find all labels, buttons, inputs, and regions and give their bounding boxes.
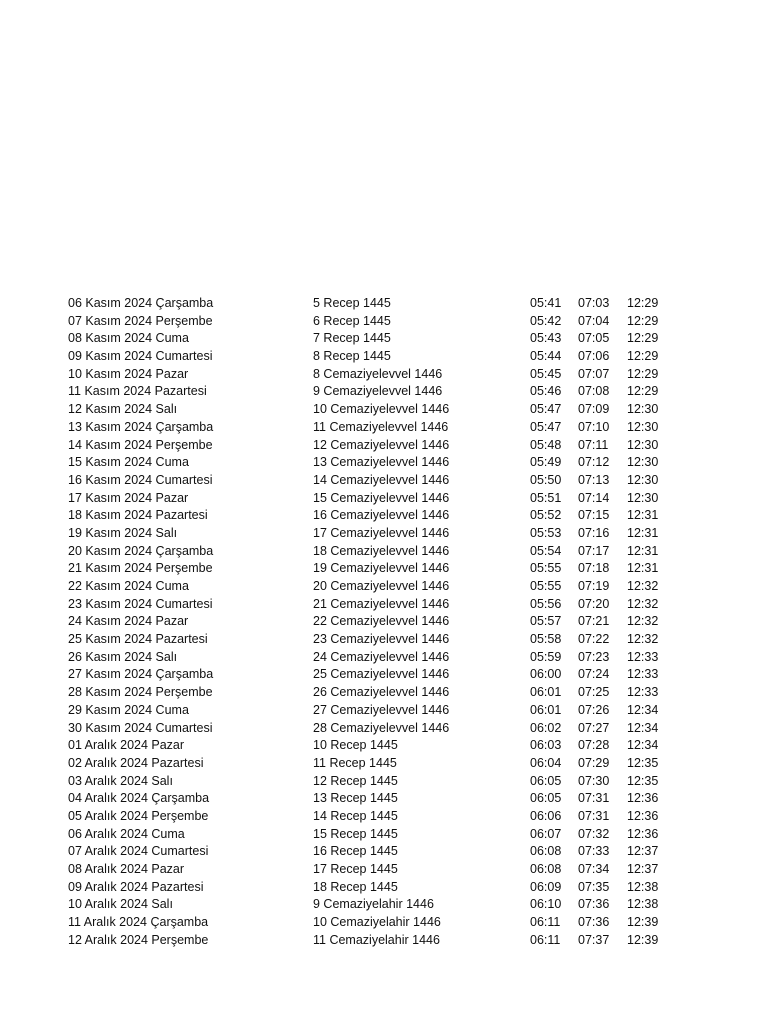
hijri-date-cell: 15 Recep 1445 — [313, 826, 398, 841]
table-row — [68, 472, 708, 490]
table-row — [68, 578, 708, 596]
table-row — [68, 932, 708, 950]
time-1-cell: 05:42 — [530, 313, 562, 328]
gregorian-date-cell: 22 Kasım 2024 Cuma — [68, 579, 189, 593]
hijri-date-cell: 19 Cemaziyelevvel 1446 — [313, 561, 450, 576]
time-2-cell: 07:37 — [578, 932, 610, 947]
time-2-cell: 07:05 — [578, 331, 610, 346]
time-1-cell: 05:57 — [530, 614, 562, 629]
gregorian-date-cell: 15 Kasım 2024 Cuma — [68, 455, 189, 470]
time-3-cell: 12:29 — [627, 331, 659, 346]
time-2-cell: 07:18 — [578, 561, 610, 576]
time-2-cell: 07:09 — [578, 402, 610, 417]
hijri-date-cell: 8 Recep 1445 — [313, 349, 391, 364]
time-2-cell: 07:27 — [578, 720, 610, 735]
time-1-cell: 05:56 — [530, 596, 562, 611]
time-1-cell: 06:01 — [530, 702, 562, 717]
time-2-cell: 07:15 — [578, 508, 610, 523]
prayer-times-table — [68, 295, 708, 949]
time-2-cell: 07:33 — [578, 844, 610, 859]
gregorian-date-cell: 11 Kasım 2024 Pazartesi — [68, 384, 207, 399]
time-1-cell: 06:08 — [530, 844, 562, 859]
hijri-date-cell: 18 Cemaziyelevvel 1446 — [313, 543, 450, 558]
table-row — [68, 313, 708, 331]
time-2-cell: 07:36 — [578, 897, 610, 912]
gregorian-date-cell: 20 Kasım 2024 Çarşamba — [68, 543, 214, 558]
table-row — [68, 790, 708, 808]
time-3-cell: 12:30 — [627, 437, 659, 452]
gregorian-date-cell: 14 Kasım 2024 Perşembe — [68, 437, 213, 452]
hijri-date-cell: 9 Cemaziyelahir 1446 — [313, 897, 434, 912]
table-row — [68, 684, 708, 702]
time-2-cell: 07:32 — [578, 826, 610, 841]
table-row — [68, 896, 708, 914]
time-2-cell: 07:19 — [578, 579, 610, 593]
table-row — [68, 826, 708, 844]
time-1-cell: 06:02 — [530, 720, 562, 735]
time-2-cell: 07:10 — [578, 419, 610, 434]
gregorian-date-cell: 06 Kasım 2024 Çarşamba — [68, 296, 214, 310]
time-1-cell: 05:46 — [530, 384, 562, 399]
time-1-cell: 06:06 — [530, 808, 562, 823]
time-2-cell: 07:08 — [578, 384, 610, 399]
hijri-date-cell: 16 Cemaziyelevvel 1446 — [313, 508, 450, 523]
table-row — [68, 419, 708, 437]
hijri-date-cell: 10 Cemaziyelahir 1446 — [313, 915, 441, 930]
hijri-date-cell: 24 Cemaziyelevvel 1446 — [313, 649, 450, 664]
time-2-cell: 07:24 — [578, 667, 610, 682]
hijri-date-cell: 11 Recep 1445 — [313, 755, 397, 770]
time-2-cell: 07:16 — [578, 525, 610, 540]
gregorian-date-cell: 18 Kasım 2024 Pazartesi — [68, 508, 208, 523]
gregorian-date-cell: 08 Aralık 2024 Pazar — [68, 862, 185, 876]
time-3-cell: 12:29 — [627, 296, 659, 310]
time-2-cell: 07:30 — [578, 773, 610, 788]
time-2-cell: 07:04 — [578, 313, 610, 328]
time-2-cell: 07:14 — [578, 490, 610, 505]
hijri-date-cell: 9 Cemaziyelevvel 1446 — [313, 384, 443, 399]
table-row — [68, 543, 708, 561]
time-3-cell: 12:29 — [627, 384, 659, 399]
table-row — [68, 401, 708, 419]
gregorian-date-cell: 30 Kasım 2024 Cumartesi — [68, 720, 213, 735]
time-1-cell: 06:11 — [530, 915, 561, 930]
hijri-date-cell: 12 Cemaziyelevvel 1446 — [313, 437, 450, 452]
time-2-cell: 07:12 — [578, 455, 610, 470]
hijri-date-cell: 11 Cemaziyelevvel 1446 — [313, 419, 449, 434]
table-row — [68, 613, 708, 631]
table-row — [68, 525, 708, 543]
hijri-date-cell: 17 Recep 1445 — [313, 862, 398, 876]
gregorian-date-cell: 25 Kasım 2024 Pazartesi — [68, 632, 208, 647]
hijri-date-cell: 23 Cemaziyelevvel 1446 — [313, 632, 450, 647]
time-3-cell: 12:34 — [627, 720, 659, 735]
table-row — [68, 702, 708, 720]
time-2-cell: 07:11 — [578, 437, 609, 452]
table-row — [68, 437, 708, 455]
table-row — [68, 879, 708, 897]
hijri-date-cell: 8 Cemaziyelevvel 1446 — [313, 366, 443, 381]
time-1-cell: 06:05 — [530, 791, 562, 806]
time-3-cell: 12:33 — [627, 649, 659, 664]
time-3-cell: 12:31 — [627, 543, 659, 558]
time-2-cell: 07:23 — [578, 649, 610, 664]
gregorian-date-cell: 13 Kasım 2024 Çarşamba — [68, 419, 214, 434]
time-3-cell: 12:29 — [627, 366, 659, 381]
time-3-cell: 12:39 — [627, 915, 659, 930]
time-3-cell: 12:36 — [627, 791, 659, 806]
time-1-cell: 05:51 — [530, 490, 562, 505]
time-2-cell: 07:25 — [578, 685, 610, 700]
time-3-cell: 12:32 — [627, 632, 659, 647]
table-row — [68, 861, 708, 879]
time-3-cell: 12:32 — [627, 614, 659, 629]
gregorian-date-cell: 05 Aralık 2024 Perşembe — [68, 808, 209, 823]
hijri-date-cell: 16 Recep 1445 — [313, 844, 398, 859]
time-2-cell: 07:29 — [578, 755, 610, 770]
hijri-date-cell: 12 Recep 1445 — [313, 773, 398, 788]
time-3-cell: 12:32 — [627, 596, 659, 611]
table-row — [68, 454, 708, 472]
hijri-date-cell: 10 Cemaziyelevvel 1446 — [313, 402, 450, 417]
time-3-cell: 12:36 — [627, 808, 659, 823]
table-row — [68, 755, 708, 773]
gregorian-date-cell: 07 Aralık 2024 Cumartesi — [68, 844, 209, 859]
time-2-cell: 07:21 — [578, 614, 610, 629]
time-3-cell: 12:30 — [627, 472, 659, 487]
gregorian-date-cell: 29 Kasım 2024 Cuma — [68, 702, 189, 717]
table-row — [68, 720, 708, 738]
hijri-date-cell: 11 Cemaziyelahir 1446 — [313, 932, 440, 947]
time-3-cell: 12:34 — [627, 738, 659, 753]
time-3-cell: 12:32 — [627, 579, 659, 593]
gregorian-date-cell: 23 Kasım 2024 Cumartesi — [68, 596, 213, 611]
hijri-date-cell: 13 Recep 1445 — [313, 791, 398, 806]
time-3-cell: 12:30 — [627, 455, 659, 470]
gregorian-date-cell: 19 Kasım 2024 Salı — [68, 525, 178, 540]
time-3-cell: 12:30 — [627, 490, 659, 505]
time-3-cell: 12:35 — [627, 773, 659, 788]
gregorian-date-cell: 27 Kasım 2024 Çarşamba — [68, 667, 214, 682]
gregorian-date-cell: 26 Kasım 2024 Salı — [68, 649, 178, 664]
time-1-cell: 06:10 — [530, 897, 562, 912]
time-3-cell: 12:36 — [627, 826, 659, 841]
table-row — [68, 843, 708, 861]
time-2-cell: 07:28 — [578, 738, 610, 753]
time-2-cell: 07:31 — [578, 791, 610, 806]
time-3-cell: 12:35 — [627, 755, 659, 770]
table-row — [68, 490, 708, 508]
time-3-cell: 12:37 — [627, 844, 659, 859]
time-2-cell: 07:06 — [578, 349, 610, 364]
time-1-cell: 06:03 — [530, 738, 562, 753]
time-1-cell: 05:47 — [530, 419, 562, 434]
table-row — [68, 631, 708, 649]
hijri-date-cell: 14 Recep 1445 — [313, 808, 398, 823]
gregorian-date-cell: 09 Kasım 2024 Cumartesi — [68, 349, 213, 364]
time-2-cell: 07:07 — [578, 366, 610, 381]
time-1-cell: 06:11 — [530, 932, 561, 947]
gregorian-date-cell: 01 Aralık 2024 Pazar — [68, 738, 185, 753]
time-3-cell: 12:31 — [627, 561, 659, 576]
time-3-cell: 12:31 — [627, 508, 659, 523]
time-3-cell: 12:29 — [627, 349, 659, 364]
time-2-cell: 07:20 — [578, 596, 610, 611]
table-row — [68, 773, 708, 791]
time-1-cell: 05:55 — [530, 579, 562, 593]
time-1-cell: 05:43 — [530, 331, 562, 346]
table-row — [68, 507, 708, 525]
time-2-cell: 07:03 — [578, 296, 610, 310]
time-1-cell: 05:52 — [530, 508, 562, 523]
time-2-cell: 07:26 — [578, 702, 610, 717]
gregorian-date-cell: 12 Aralık 2024 Perşembe — [68, 932, 209, 947]
time-2-cell: 07:35 — [578, 879, 610, 894]
time-1-cell: 05:45 — [530, 366, 562, 381]
gregorian-date-cell: 03 Aralık 2024 Salı — [68, 773, 173, 788]
hijri-date-cell: 5 Recep 1445 — [313, 296, 391, 310]
gregorian-date-cell: 10 Kasım 2024 Pazar — [68, 366, 189, 381]
time-2-cell: 07:22 — [578, 632, 610, 647]
time-2-cell: 07:17 — [578, 543, 610, 558]
time-1-cell: 05:41 — [530, 296, 562, 310]
gregorian-date-cell: 10 Aralık 2024 Salı — [68, 897, 173, 912]
hijri-date-cell: 18 Recep 1445 — [313, 879, 398, 894]
table-row — [68, 596, 708, 614]
time-3-cell: 12:39 — [627, 932, 659, 947]
time-1-cell: 06:09 — [530, 879, 562, 894]
hijri-date-cell: 25 Cemaziyelevvel 1446 — [313, 667, 450, 682]
time-1-cell: 05:53 — [530, 525, 562, 540]
time-3-cell: 12:38 — [627, 879, 659, 894]
time-3-cell: 12:37 — [627, 862, 659, 876]
gregorian-date-cell: 04 Aralık 2024 Çarşamba — [68, 791, 210, 806]
table-row — [68, 295, 708, 313]
gregorian-date-cell: 28 Kasım 2024 Perşembe — [68, 685, 213, 700]
time-2-cell: 07:13 — [578, 472, 610, 487]
table-row — [68, 560, 708, 578]
time-1-cell: 05:50 — [530, 472, 562, 487]
time-1-cell: 06:04 — [530, 755, 562, 770]
time-1-cell: 05:48 — [530, 437, 562, 452]
hijri-date-cell: 10 Recep 1445 — [313, 738, 398, 753]
gregorian-date-cell: 09 Aralık 2024 Pazartesi — [68, 879, 204, 894]
time-1-cell: 06:08 — [530, 862, 562, 876]
time-3-cell: 12:30 — [627, 419, 659, 434]
table-row — [68, 383, 708, 401]
hijri-date-cell: 6 Recep 1445 — [313, 313, 391, 328]
time-3-cell: 12:29 — [627, 313, 659, 328]
hijri-date-cell: 14 Cemaziyelevvel 1446 — [313, 472, 450, 487]
table-row — [68, 737, 708, 755]
time-1-cell: 06:05 — [530, 773, 562, 788]
time-2-cell: 07:34 — [578, 862, 610, 876]
time-1-cell: 05:55 — [530, 561, 562, 576]
time-3-cell: 12:33 — [627, 685, 659, 700]
hijri-date-cell: 15 Cemaziyelevvel 1446 — [313, 490, 450, 505]
table-row — [68, 330, 708, 348]
hijri-date-cell: 27 Cemaziyelevvel 1446 — [313, 702, 450, 717]
gregorian-date-cell: 11 Aralık 2024 Çarşamba — [68, 915, 209, 930]
time-1-cell: 05:59 — [530, 649, 562, 664]
time-3-cell: 12:38 — [627, 897, 659, 912]
time-1-cell: 05:49 — [530, 455, 562, 470]
gregorian-date-cell: 21 Kasım 2024 Perşembe — [68, 561, 213, 576]
table-row — [68, 666, 708, 684]
gregorian-date-cell: 07 Kasım 2024 Perşembe — [68, 313, 213, 328]
hijri-date-cell: 20 Cemaziyelevvel 1446 — [313, 579, 450, 593]
hijri-date-cell: 22 Cemaziyelevvel 1446 — [313, 614, 450, 629]
time-3-cell: 12:30 — [627, 402, 659, 417]
gregorian-date-cell: 08 Kasım 2024 Cuma — [68, 331, 189, 346]
time-3-cell: 12:34 — [627, 702, 659, 717]
gregorian-date-cell: 06 Aralık 2024 Cuma — [68, 826, 185, 841]
time-2-cell: 07:36 — [578, 915, 610, 930]
time-1-cell: 05:47 — [530, 402, 562, 417]
gregorian-date-cell: 12 Kasım 2024 Salı — [68, 402, 178, 417]
hijri-date-cell: 17 Cemaziyelevvel 1446 — [313, 525, 450, 540]
hijri-date-cell: 13 Cemaziyelevvel 1446 — [313, 455, 450, 470]
hijri-date-cell: 28 Cemaziyelevvel 1446 — [313, 720, 450, 735]
time-2-cell: 07:31 — [578, 808, 610, 823]
table-row — [68, 808, 708, 826]
table-row — [68, 649, 708, 667]
gregorian-date-cell: 16 Kasım 2024 Cumartesi — [68, 472, 213, 487]
table-row — [68, 348, 708, 366]
hijri-date-cell: 7 Recep 1445 — [313, 331, 391, 346]
gregorian-date-cell: 02 Aralık 2024 Pazartesi — [68, 755, 204, 770]
time-1-cell: 05:44 — [530, 349, 562, 364]
time-3-cell: 12:33 — [627, 667, 659, 682]
gregorian-date-cell: 24 Kasım 2024 Pazar — [68, 614, 189, 629]
time-3-cell: 12:31 — [627, 525, 659, 540]
table-row — [68, 366, 708, 384]
time-1-cell: 06:07 — [530, 826, 562, 841]
time-1-cell: 05:54 — [530, 543, 562, 558]
gregorian-date-cell: 17 Kasım 2024 Pazar — [68, 490, 189, 505]
time-1-cell: 06:01 — [530, 685, 562, 700]
table-row — [68, 914, 708, 932]
time-1-cell: 05:58 — [530, 632, 562, 647]
time-1-cell: 06:00 — [530, 667, 562, 682]
hijri-date-cell: 26 Cemaziyelevvel 1446 — [313, 685, 450, 700]
hijri-date-cell: 21 Cemaziyelevvel 1446 — [313, 596, 450, 611]
